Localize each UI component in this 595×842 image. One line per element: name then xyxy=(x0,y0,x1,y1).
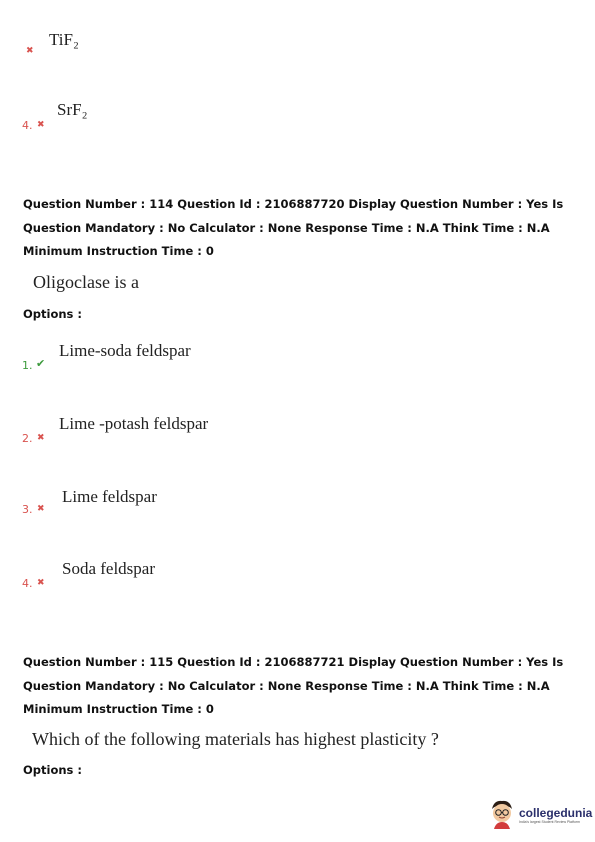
prev-option-3 xyxy=(22,30,222,60)
options-label: Options : xyxy=(23,307,82,321)
option-text: Soda feldspar xyxy=(62,559,156,578)
option-2[interactable] xyxy=(22,414,282,446)
option-text: Lime -potash feldspar xyxy=(59,414,209,433)
correct-check-icon: ✔ xyxy=(36,357,46,370)
option-number: 4. xyxy=(22,119,33,132)
question-114-text: Oligoclase is a xyxy=(33,272,139,292)
question-115-text: Which of the following materials has highest plasticity ? xyxy=(32,729,439,749)
option-text: SrF₂ xyxy=(57,100,88,119)
option-3[interactable] xyxy=(22,487,282,519)
logo-name: collegedunia xyxy=(519,805,593,820)
wrong-mark-icon: ✖ xyxy=(37,578,45,588)
logo-tagline: India's largest Student Review Platform xyxy=(519,819,580,824)
collegedunia-logo xyxy=(488,796,593,832)
option-number: 2. xyxy=(22,432,33,445)
wrong-mark-icon: ✖ xyxy=(37,504,45,514)
wrong-mark-icon: ✖ xyxy=(26,46,34,56)
option-number: 4. xyxy=(22,577,33,590)
options-label: Options : xyxy=(23,763,82,777)
option-1[interactable] xyxy=(22,341,282,373)
prev-option-4 xyxy=(22,100,222,134)
option-4[interactable] xyxy=(22,559,282,591)
wrong-mark-icon: ✖ xyxy=(37,120,45,130)
option-text: Lime-soda feldspar xyxy=(59,341,191,360)
wrong-mark-icon: ✖ xyxy=(37,433,45,443)
mascot-icon xyxy=(488,798,516,830)
option-number: 1. xyxy=(22,359,33,372)
option-text: TiF₂ xyxy=(49,30,79,49)
question-114-meta: Question Number : 114 Question Id : 2106887720 Display Question Number : Yes Is Question Mandatory : No Calculator : None Response Time : N.A Think Time : N.A Minimum Instruction Time : 0 xyxy=(23,197,564,258)
option-number: 3. xyxy=(22,503,33,516)
option-text: Lime feldspar xyxy=(62,487,157,506)
question-115-meta: Question Number : 115 Question Id : 2106887721 Display Question Number : Yes Is Question Mandatory : No Calculator : None Response Time : N.A Think Time : N.A Minimum Instruction Time : 0 xyxy=(23,655,564,716)
